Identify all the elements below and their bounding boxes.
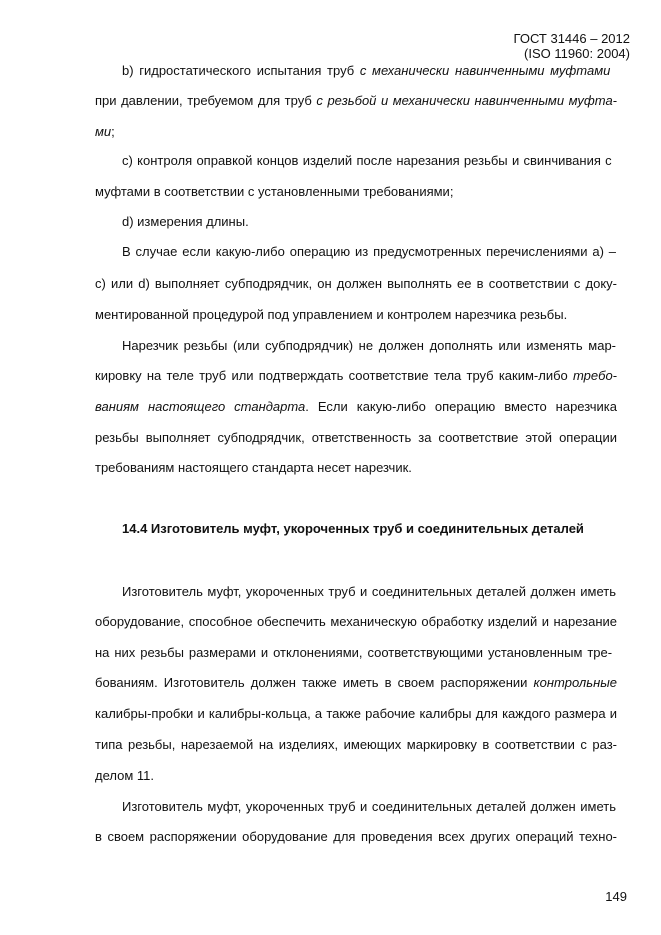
text-line	[95, 399, 617, 414]
text-line	[95, 276, 617, 291]
text-line	[95, 184, 453, 199]
italic-text: с механически навинченными муфтами	[359, 63, 611, 78]
text-line	[95, 614, 617, 629]
text-line	[95, 430, 617, 445]
text-segment: резьбы выполняет субподрядчик, ответственность за соответствие этой операции	[95, 430, 617, 445]
italic-text: ваниям настоящего стандарта	[95, 399, 306, 414]
text-segment: . Если какую-либо операцию вместо нарезчика	[305, 399, 618, 414]
italic-text: требо-	[573, 368, 618, 383]
iso-reference: (ISO 11960: 2004)	[524, 46, 630, 61]
text-segment: c) контроля оправкой концов изделий после нарезания резьбы и свинчивания с	[122, 153, 612, 168]
text-line	[122, 338, 616, 353]
text-segment: кировку на теле труб или подтверждать соответствие тела труб каким-либо	[95, 368, 573, 383]
text-line	[95, 829, 617, 844]
text-segment: Изготовитель муфт, укороченных труб и соединительных деталей должен иметь	[122, 584, 616, 599]
text-segment: Изготовитель муфт, укороченных труб и соединительных деталей должен иметь	[122, 799, 616, 814]
text-line	[95, 93, 617, 108]
text-segment: 14.4 Изготовитель муфт, укороченных труб и соединительных деталей	[122, 521, 584, 536]
text-segment: бованиям. Изготовитель должен также иметь в своем распоряжении	[95, 675, 534, 690]
section-heading	[122, 521, 584, 536]
text-line	[95, 460, 412, 475]
text-segment: делом 11.	[95, 768, 155, 783]
text-line	[95, 645, 612, 660]
text-segment: ;	[111, 124, 115, 139]
text-line	[122, 63, 610, 78]
text-segment: b) гидростатического испытания труб	[122, 63, 360, 78]
text-line	[95, 124, 115, 139]
text-segment: при давлении, требуемом для труб	[95, 93, 317, 108]
italic-text: ми	[95, 124, 112, 139]
text-segment: муфтами в соответствии с установленными требованиями;	[95, 184, 454, 199]
standard-number: ГОСТ 31446 – 2012	[513, 31, 630, 46]
text-line	[122, 584, 616, 599]
text-line	[122, 799, 616, 814]
text-segment: типа резьбы, нарезаемой на изделиях, имеющих маркировку в соответствии с раз-	[95, 737, 617, 752]
text-segment: Нарезчик резьбы (или субподрядчик) не должен дополнять или изменять мар-	[122, 338, 616, 353]
text-segment: c) или d) выполняет субподрядчик, он должен выполнять ее в соответствии с доку-	[95, 276, 617, 291]
text-segment: калибры-пробки и калибры-кольца, а также рабочие калибры для каждого размера и	[95, 706, 617, 721]
text-segment: ментированной процедурой под управлением и контролем нарезчика резьбы.	[95, 307, 568, 322]
text-line	[95, 307, 567, 322]
page-header	[514, 31, 630, 61]
text-line	[122, 244, 616, 259]
text-segment: на них резьбы размерами и отклонениями, соответствующими установленным тре-	[95, 645, 613, 660]
text-line	[95, 368, 617, 383]
text-line	[95, 675, 617, 690]
text-segment: требованиям настоящего стандарта несет нарезчик.	[95, 460, 412, 475]
text-segment: В случае если какую-либо операцию из предусмотренных перечислениями a) –	[122, 244, 616, 259]
italic-text: с резьбой и механически навинченными муфта-	[316, 93, 618, 108]
text-segment: в своем распоряжении оборудование для проведения всех других операций техно-	[95, 829, 617, 844]
italic-text: контрольные	[533, 675, 618, 690]
text-line	[122, 214, 249, 229]
text-segment: оборудование, способное обеспечить механическую обработку изделий и нарезание	[95, 614, 617, 629]
text-line	[95, 737, 617, 752]
text-line	[95, 706, 617, 721]
text-segment: d) измерения длины.	[122, 214, 249, 229]
text-line	[122, 153, 612, 168]
text-line	[95, 768, 154, 783]
page-number: 149	[605, 889, 627, 904]
